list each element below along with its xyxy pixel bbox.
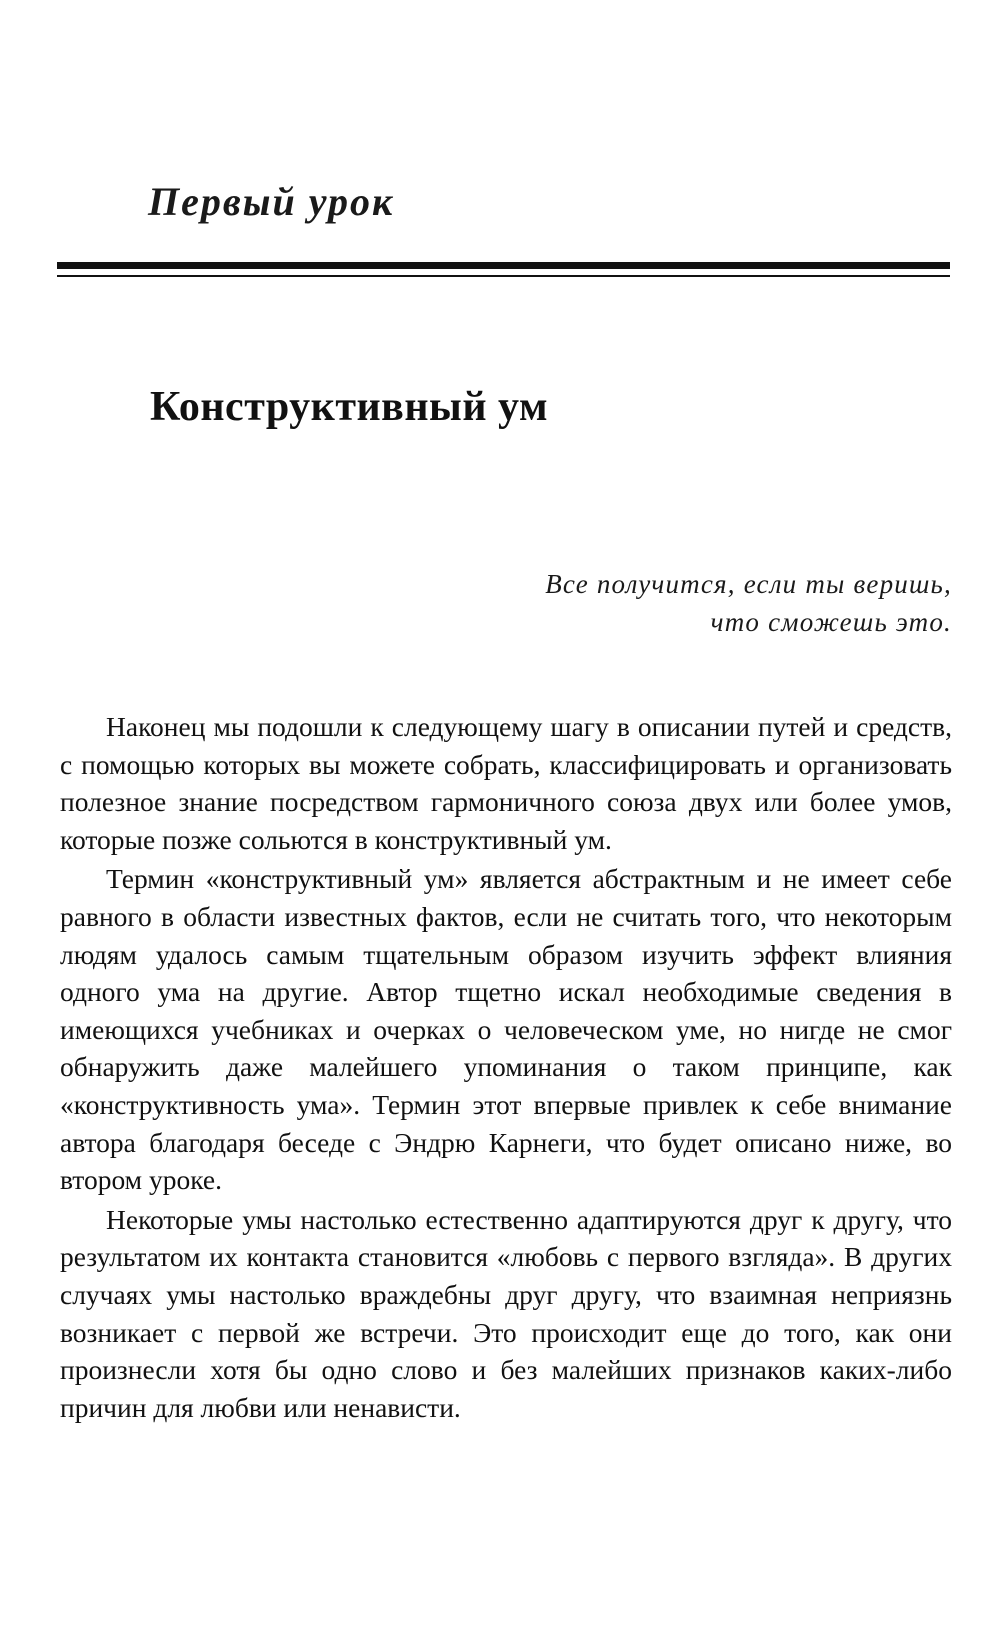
chapter-label: Первый урок — [148, 179, 395, 224]
paragraph: Некоторые умы настолько естественно адаптируются друг к другу, что результатом их контакта становится «любовь с первого взгляда». В других случаях умы настолько враждебны друг другу, что взаимная неприязнь возникает с первой же встречи. Это происходит еще до того, как они произнесли хотя бы одно слово и без малейших признаков каких-либо причин для любви или ненависти. — [60, 1203, 952, 1423]
epigraph-line: Все получится, если ты веришь, — [545, 569, 952, 599]
paragraph: Термин «конструктивный ум» является абстрактным и не имеет себе равного в области известных фактов, если не считать того, что некоторым людям удалось самым тщательным образом изучить эффект влияния одного ума на другие. Автор тщетно искал необходимые сведения в имеющихся учебниках и очерках о человеческом уме, но нигде не смог обнаружить даже малейшего упоминания о таком принципе, как «конструктивность ума». Термин этот впервые привлек к себе внимание автора благодаря беседе с Эндрю Карнеги, что будет описано ниже, во втором уроке. — [60, 863, 952, 1196]
body-text — [60, 708, 952, 1426]
epigraph-line: что сможешь это. — [710, 607, 952, 637]
header-rule-thick — [57, 262, 950, 269]
paragraph: Наконец мы подошли к следующему шагу в описании путей и средств, с помощью которых вы можете собрать, классифицировать и организовать полезное знание посредством гармоничного союза двух или более умов, которые позже сольются в конструктивный ум. — [60, 711, 952, 855]
header-rule-thin — [57, 275, 950, 277]
epigraph — [545, 565, 952, 641]
chapter-title: Конструктивный ум — [150, 384, 549, 430]
